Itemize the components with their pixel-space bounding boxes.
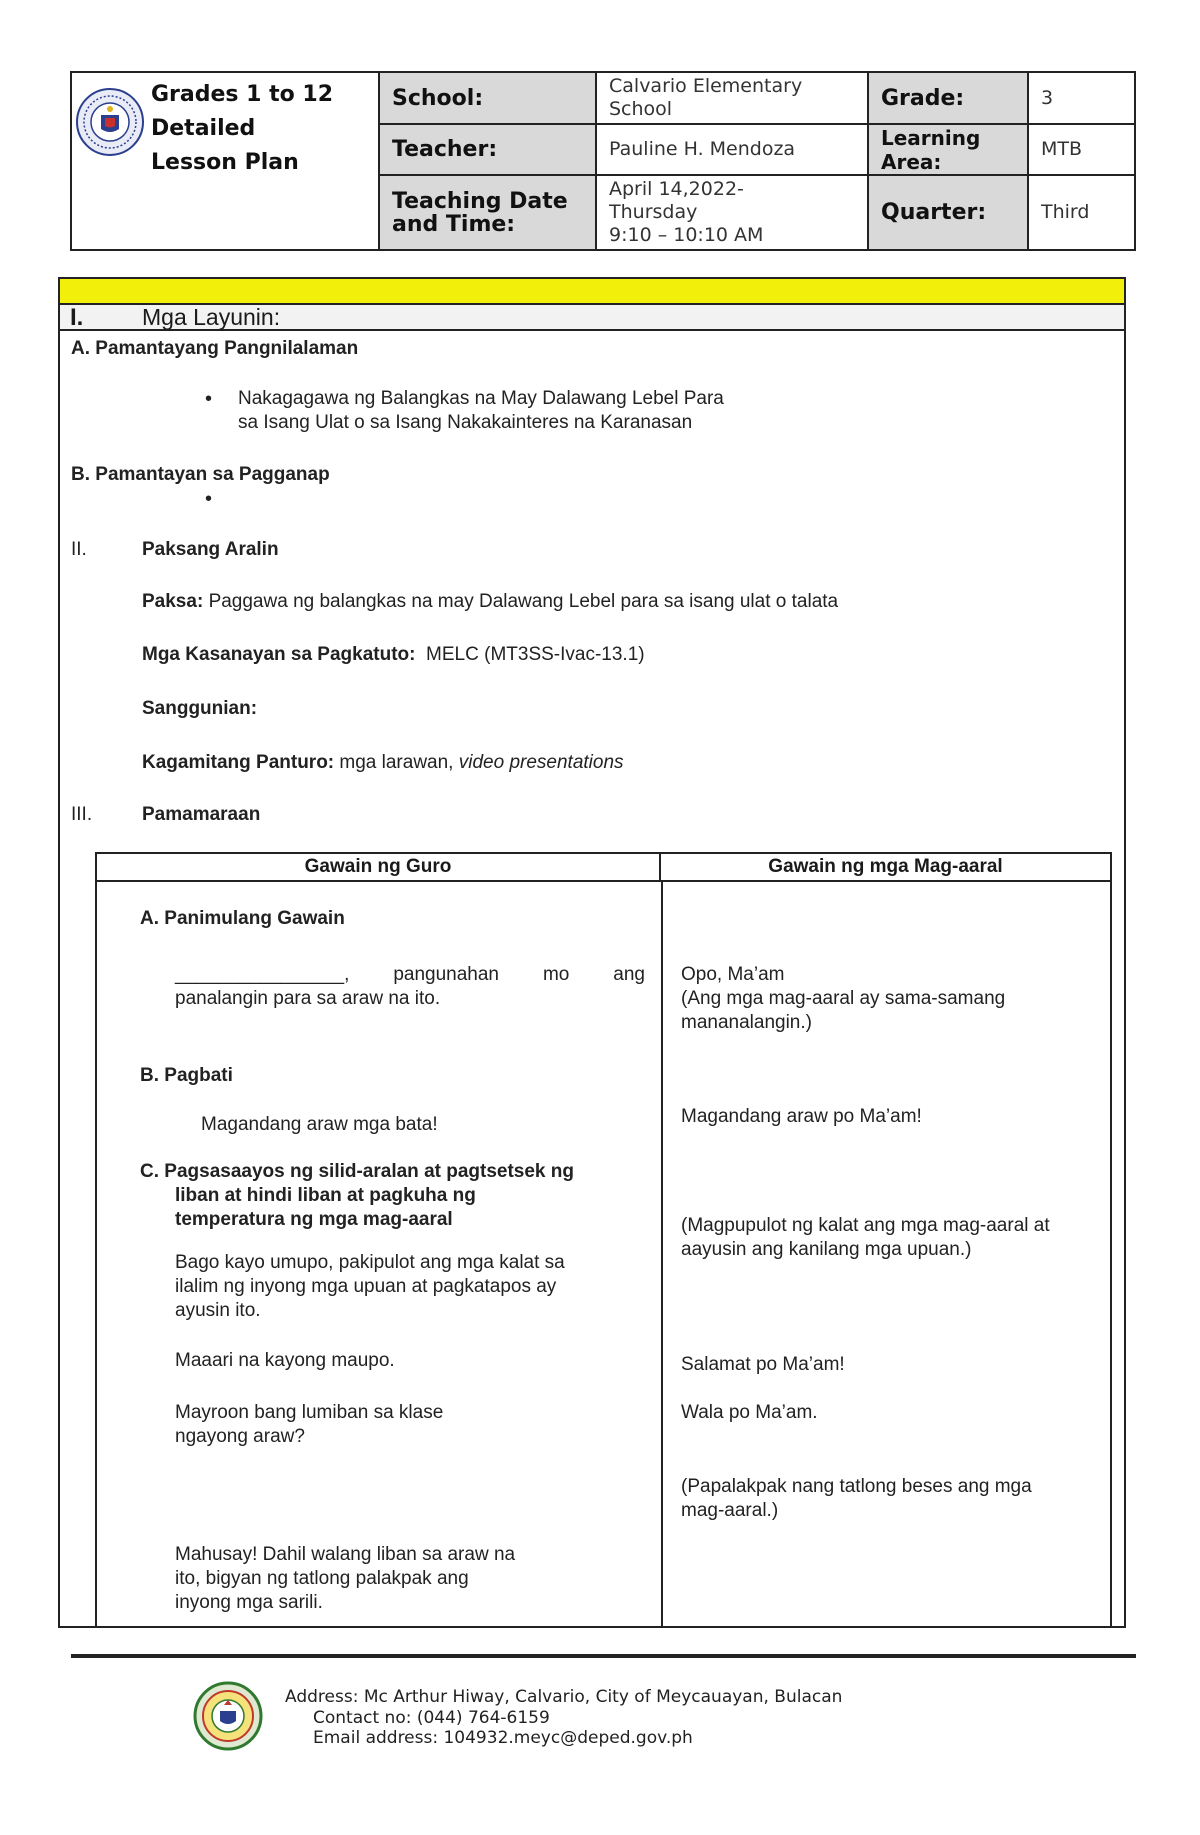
teacher-line: Bago kayo umupo, pakipulot ang mga kalat sa	[175, 1252, 565, 1273]
footer-email: Email address: 104932.meyc@deped.gov.ph	[313, 1728, 693, 1748]
school-value-line: School	[609, 98, 673, 120]
quarter-value: Third	[1041, 201, 1090, 223]
heading-line: liban at hindi liban at pagkuha ng	[175, 1185, 476, 1206]
pagsasaayos-heading	[140, 1160, 640, 1232]
kagamitan-value: mga larawan,	[339, 752, 454, 773]
student-line: mananalangin.)	[681, 1012, 812, 1033]
pamantayang-pangnilalaman-heading: A. Pamantayang Pangnilalaman	[71, 338, 359, 359]
deped-seal-icon	[75, 87, 145, 157]
title-line: Grades 1 to 12	[151, 82, 334, 107]
date-value-line: Thursday	[609, 201, 698, 223]
grade-value: 3	[1029, 73, 1134, 125]
paksa-row	[142, 590, 838, 614]
word: mo	[542, 964, 570, 985]
pagsasaayos-student-1	[681, 1214, 1050, 1262]
section-3-number: III.	[71, 804, 93, 825]
teacher-line: inyong mga sarili.	[175, 1592, 323, 1613]
student-line: Opo, Ma’am	[681, 964, 785, 985]
pamantayan-sa-pagganap-heading: B. Pamantayan sa Pagganap	[71, 464, 330, 485]
learning-area-label-line: Learning	[881, 125, 981, 150]
teacher-line: ngayong araw?	[175, 1426, 305, 1447]
pagbati-heading: B. Pagbati	[140, 1065, 233, 1086]
title-line: Detailed	[151, 116, 256, 141]
paksa-value: Paggawa ng balangkas na may Dalawang Lebel para sa isang ulat o talata	[208, 591, 839, 612]
section-1-number: I.	[70, 304, 84, 331]
kasanayan-row	[142, 643, 645, 667]
pagsasaayos-student-4	[681, 1475, 1032, 1523]
kagamitan-row	[142, 751, 624, 775]
heading-line: C. Pagsasaayos ng silid-aralan at pagtsetsek ng	[140, 1161, 574, 1182]
learning-area-value: MTB	[1029, 125, 1134, 176]
teacher-label: Teacher:	[380, 125, 597, 176]
pagsasaayos-teacher-1	[175, 1251, 565, 1323]
pagbati-student: Magandang araw po Ma’am!	[681, 1106, 922, 1127]
footer-contact: Contact no: (044) 764-6159	[313, 1708, 550, 1728]
school-value-line: Calvario Elementary	[609, 75, 803, 97]
kagamitan-value-italic: video presentations	[458, 752, 624, 773]
pagsasaayos-student-2: Salamat po Ma’am!	[681, 1354, 845, 1375]
pagsasaayos-teacher-3	[175, 1401, 443, 1449]
school-value	[597, 73, 869, 125]
bullet-line: • Nakagagawa ng Balangkas na May Dalawang Lebel Para	[238, 388, 724, 409]
header-table	[70, 71, 1136, 251]
quarter-label: Quarter:	[869, 176, 1029, 249]
date-label-line: Teaching Date	[392, 188, 568, 214]
pangnilalaman-bullet	[238, 387, 724, 435]
title-line: Lesson Plan	[151, 150, 299, 175]
lesson-plan-title	[151, 78, 371, 180]
teacher-line: Mahusay! Dahil walang liban sa araw na	[175, 1544, 516, 1565]
teaching-date-value	[597, 176, 869, 249]
section-3-title: Pamamaraan	[142, 804, 261, 825]
header-title-cell	[72, 73, 380, 249]
panimulang-gawain-teacher	[175, 963, 645, 1011]
pagganap-empty-bullet	[238, 487, 248, 511]
date-value-line: 9:10 – 10:10 AM	[609, 224, 764, 246]
teaching-date-label	[380, 176, 597, 249]
panimulang-gawain-heading: A. Panimulang Gawain	[140, 908, 345, 929]
kasanayan-value: MELC (MT3SS-Ivac-13.1)	[426, 644, 645, 665]
activity-table-header	[97, 854, 1110, 882]
grade-label: Grade:	[869, 73, 1029, 125]
kasanayan-label: Mga Kasanayan sa Pagkatuto:	[142, 644, 416, 665]
teacher-line: ilalim ng inyong mga upuan at pagkatapos ay	[175, 1276, 557, 1297]
student-line: (Magpupulot ng kalat ang mga mag-aaral at	[681, 1215, 1050, 1236]
bullet-line: sa Isang Ulat o sa Isang Nakakainteres na Karanasan	[238, 412, 693, 433]
school-label: School:	[380, 73, 597, 125]
student-column-header: Gawain ng mga Mag-aaral	[768, 856, 1003, 877]
school-seal-icon	[193, 1681, 263, 1751]
pagsasaayos-teacher-2: Maaari na kayong maupo.	[175, 1350, 395, 1371]
pagbati-teacher: Magandang araw mga bata!	[201, 1114, 438, 1135]
teacher-column-header: Gawain ng Guro	[97, 854, 661, 880]
heading-line: temperatura ng mga mag-aaral	[175, 1209, 453, 1230]
sanggunian-label: Sanggunian:	[142, 698, 258, 719]
name-blank: ________________,	[175, 964, 350, 985]
pagsasaayos-student-3: Wala po Ma’am.	[681, 1402, 818, 1423]
section-1-title: Mga Layunin:	[142, 304, 281, 330]
activity-table	[95, 852, 1112, 1628]
teacher-line: panalangin para sa araw na ito.	[175, 988, 441, 1009]
paksa-label: Paksa:	[142, 591, 204, 612]
date-label-line: and Time:	[392, 211, 516, 237]
date-value-line: April 14,2022-	[609, 178, 744, 200]
learning-area-label	[869, 125, 1029, 176]
column-divider	[661, 882, 663, 1628]
panimulang-gawain-student	[681, 963, 1005, 1035]
student-line: mag-aaral.)	[681, 1500, 779, 1521]
section-2-number: II.	[71, 539, 87, 560]
teacher-line: ito, bigyan ng tatlong palakpak ang	[175, 1568, 469, 1589]
student-line: aayusin ang kanilang mga upuan.)	[681, 1239, 972, 1260]
teacher-line: Mayroon bang lumiban sa klase	[175, 1402, 444, 1423]
teacher-line: ayusin ito.	[175, 1300, 261, 1321]
learning-area-label-line: Area:	[881, 149, 942, 174]
word: ang	[613, 964, 645, 985]
pagsasaayos-teacher-4	[175, 1543, 515, 1615]
student-line: (Ang mga mag-aaral ay sama-samang	[681, 988, 1006, 1009]
word: pangunahan	[393, 964, 499, 985]
section-1-header	[60, 305, 1124, 331]
teacher-value: Pauline H. Mendoza	[597, 125, 869, 176]
student-line: (Papalakpak nang tatlong beses ang mga	[681, 1476, 1032, 1497]
footer-address: Address: Mc Arthur Hiway, Calvario, City of Meycauayan, Bulacan	[285, 1687, 843, 1707]
header-info-grid	[380, 73, 1134, 249]
highlight-bar	[60, 279, 1124, 305]
kagamitan-label: Kagamitang Panturo:	[142, 752, 335, 773]
footer-divider	[71, 1654, 1136, 1658]
section-2-title: Paksang Aralin	[142, 539, 279, 560]
lesson-body	[58, 277, 1126, 1628]
